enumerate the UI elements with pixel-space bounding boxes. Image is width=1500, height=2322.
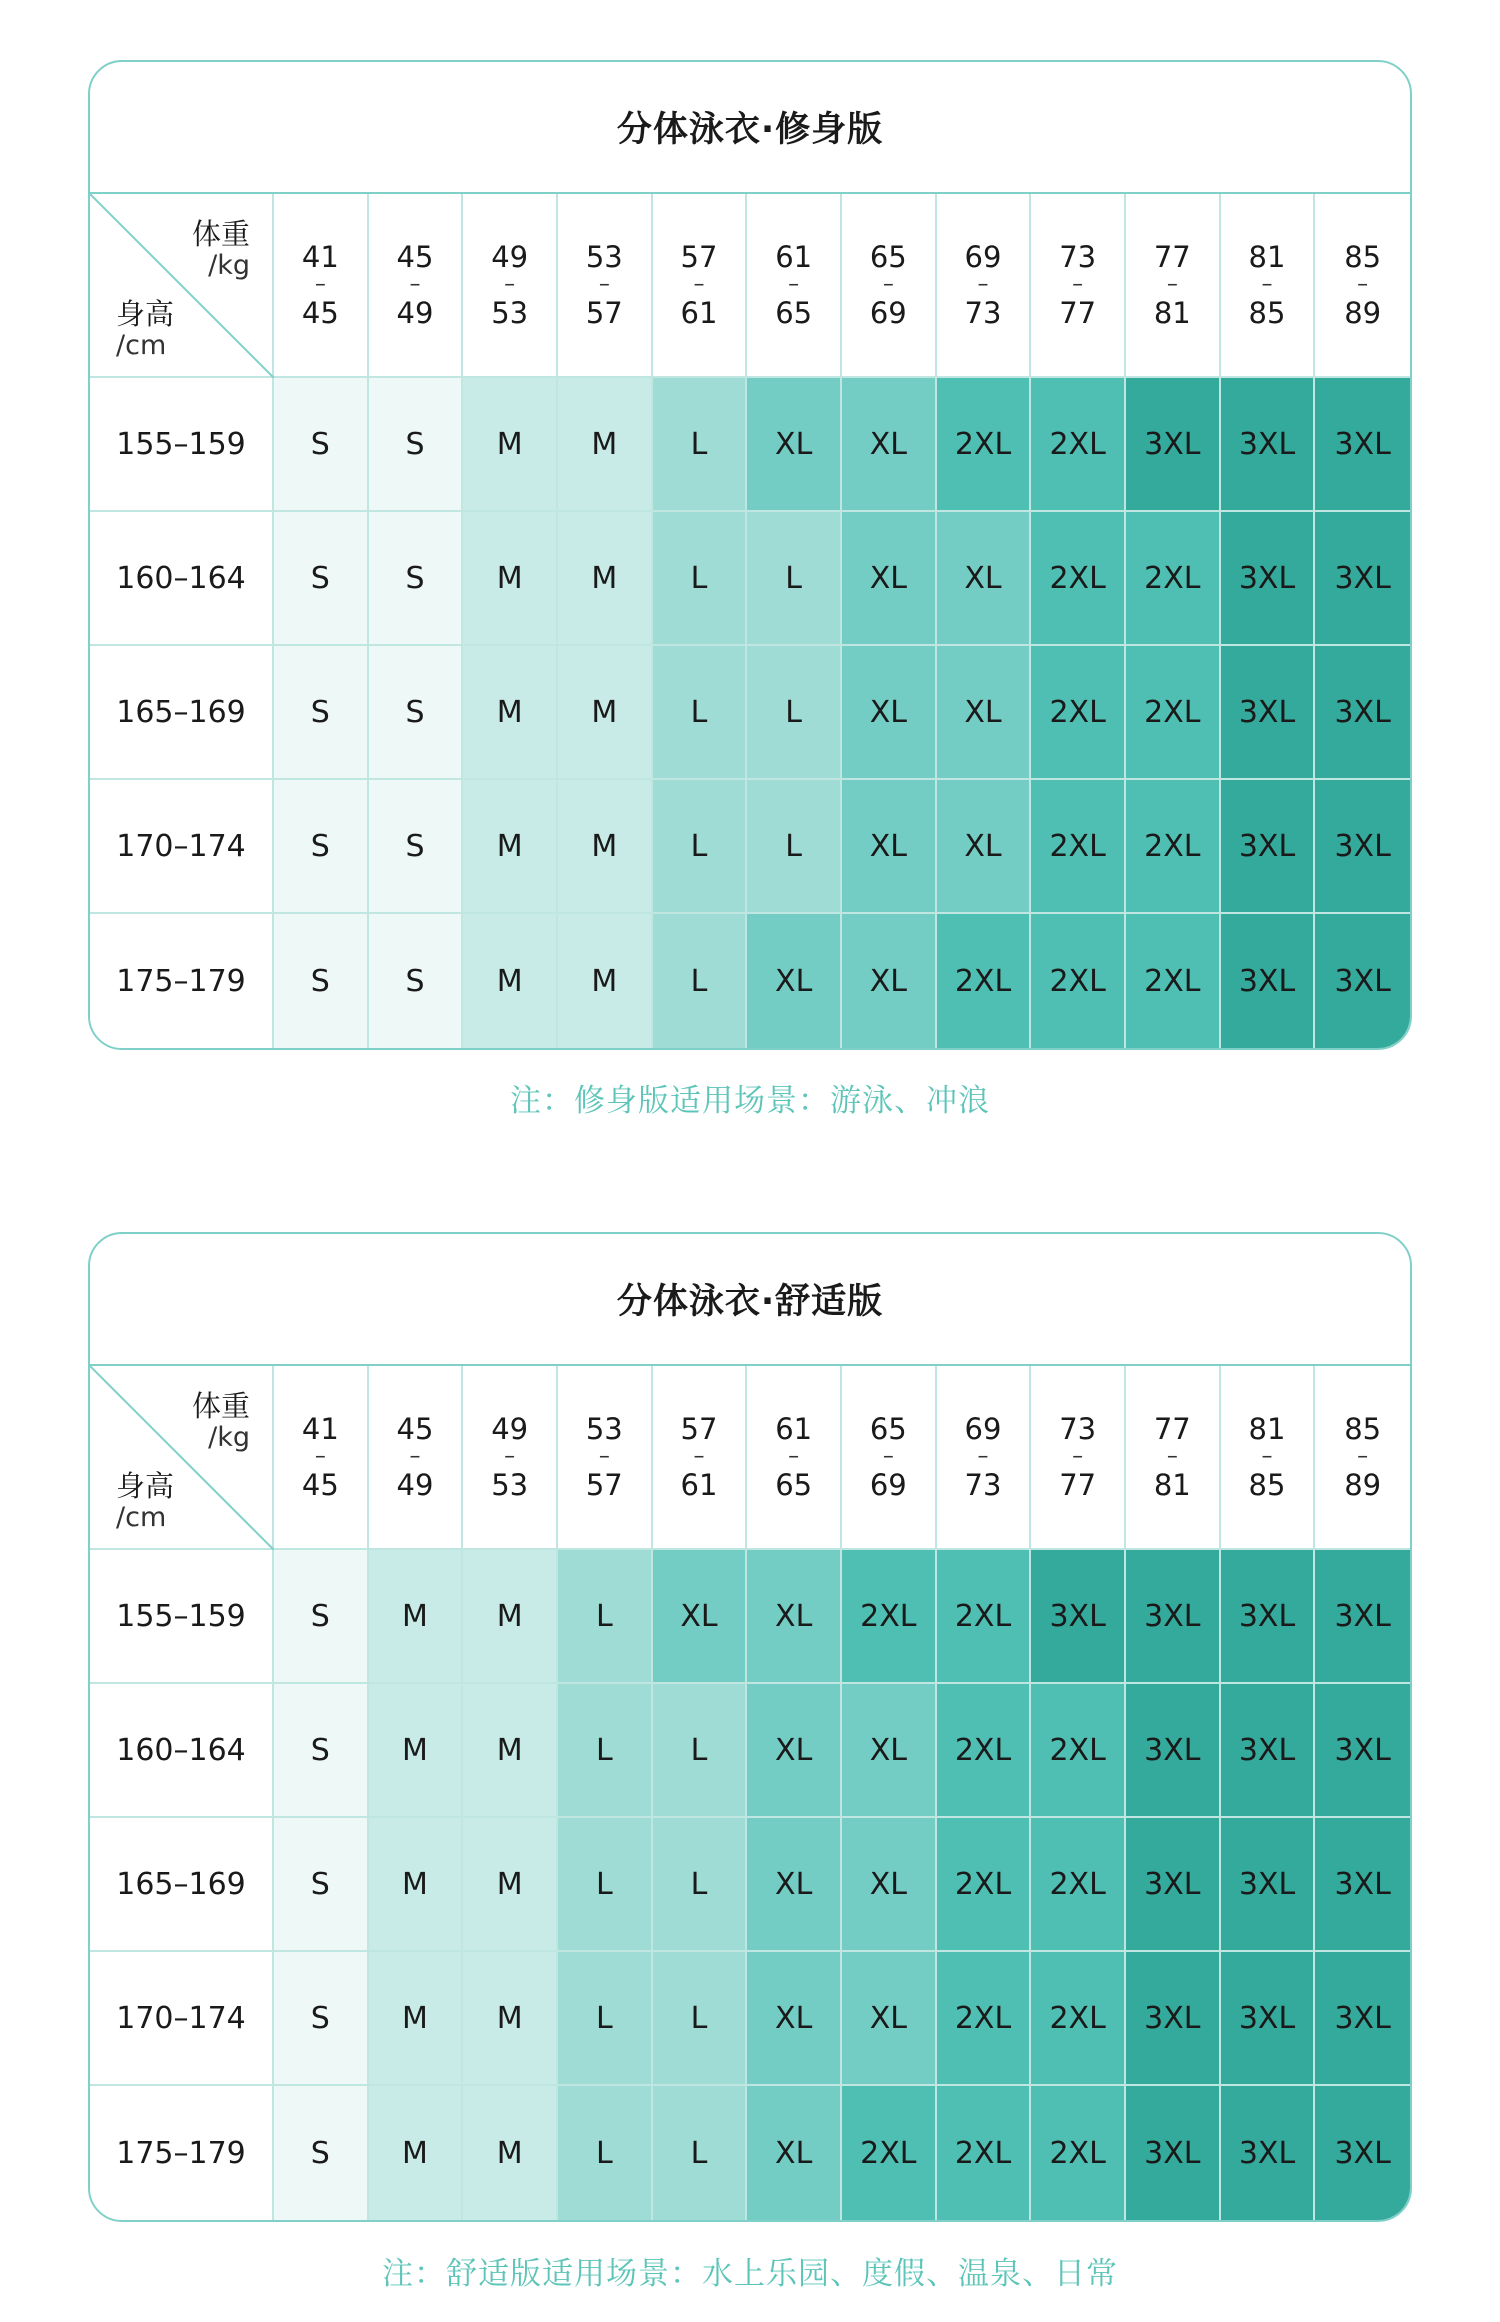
height-range-label: 160–164 xyxy=(90,512,274,646)
corner-header xyxy=(90,194,274,378)
weight-range-to: 73 xyxy=(964,296,1002,330)
size-cell: 2XL xyxy=(937,378,1032,512)
weight-range-from: 77 xyxy=(1153,240,1191,274)
weight-range-to: 65 xyxy=(775,1468,813,1502)
chart-title: 分体泳衣·舒适版 xyxy=(90,1234,1410,1366)
weight-range-from: 49 xyxy=(491,1412,529,1446)
height-unit: /cm xyxy=(116,330,167,361)
weight-range-dash: – xyxy=(1072,272,1084,297)
size-cell: M xyxy=(463,512,558,646)
weight-range-dash: – xyxy=(314,1444,326,1469)
chart-note: 注：舒适版适用场景：水上乐园、度假、温泉、日常 xyxy=(382,2256,1118,2292)
size-cell: 3XL xyxy=(1315,2086,1410,2220)
size-cell: 2XL xyxy=(1031,1952,1126,2086)
weight-range-to: 89 xyxy=(1344,1468,1382,1502)
size-cell: 3XL xyxy=(1315,512,1410,646)
size-cell: M xyxy=(558,780,653,914)
weight-range-to: 69 xyxy=(869,296,907,330)
size-cell: M xyxy=(558,378,653,512)
weight-range-from: 81 xyxy=(1248,240,1286,274)
size-cell: L xyxy=(747,780,842,914)
weight-range-from: 73 xyxy=(1059,240,1097,274)
weight-range-dash: – xyxy=(1261,272,1273,297)
height-range-label: 155–159 xyxy=(90,1550,274,1684)
size-cell: L xyxy=(747,512,842,646)
weight-range-from: 41 xyxy=(301,1412,339,1446)
weight-range-dash: – xyxy=(882,1444,894,1469)
size-cell: M xyxy=(463,914,558,1048)
height-range-label: 170–174 xyxy=(90,780,274,914)
weight-range-header xyxy=(653,1366,748,1550)
size-cell: 2XL xyxy=(1031,378,1126,512)
size-cell: 3XL xyxy=(1221,780,1316,914)
size-cell: S xyxy=(369,512,464,646)
size-cell: 3XL xyxy=(1126,378,1221,512)
weight-range-dash: – xyxy=(693,1444,705,1469)
size-chart-slim xyxy=(88,60,1412,1050)
size-cell: M xyxy=(463,780,558,914)
size-cell: 3XL xyxy=(1031,1550,1126,1684)
size-cell: XL xyxy=(842,512,937,646)
size-cell: 2XL xyxy=(1031,646,1126,780)
weight-range-header xyxy=(1221,194,1316,378)
weight-range-to: 53 xyxy=(491,296,529,330)
size-cell: 3XL xyxy=(1315,378,1410,512)
height-range-label: 170–174 xyxy=(90,1952,274,2086)
size-cell: M xyxy=(463,1818,558,1952)
weight-range-header xyxy=(274,194,369,378)
weight-range-from: 73 xyxy=(1059,1412,1097,1446)
weight-range-to: 53 xyxy=(491,1468,529,1502)
weight-range-to: 81 xyxy=(1153,296,1191,330)
chart-title: 分体泳衣·修身版 xyxy=(90,62,1410,194)
weight-range-dash: – xyxy=(977,1444,989,1469)
weight-range-header xyxy=(274,1366,369,1550)
weight-range-dash: – xyxy=(504,1444,516,1469)
weight-range-to: 57 xyxy=(585,296,623,330)
size-cell: M xyxy=(463,378,558,512)
size-cell: XL xyxy=(747,378,842,512)
size-cell: M xyxy=(369,1818,464,1952)
weight-range-to: 45 xyxy=(301,1468,339,1502)
size-cell: 3XL xyxy=(1126,1818,1221,1952)
height-range-label: 160–164 xyxy=(90,1684,274,1818)
size-cell: S xyxy=(274,646,369,780)
size-cell: XL xyxy=(747,1952,842,2086)
size-cell: XL xyxy=(842,646,937,780)
size-cell: 2XL xyxy=(1031,2086,1126,2220)
size-cell: M xyxy=(463,646,558,780)
weight-range-from: 45 xyxy=(396,240,434,274)
size-cell: XL xyxy=(747,1550,842,1684)
weight-range-to: 45 xyxy=(301,296,339,330)
height-header: 身高 xyxy=(116,297,175,331)
size-cell: L xyxy=(747,646,842,780)
size-cell: 2XL xyxy=(1126,914,1221,1048)
size-cell: S xyxy=(274,2086,369,2220)
size-cell: 2XL xyxy=(1126,646,1221,780)
size-grid xyxy=(90,194,1410,1048)
size-cell: M xyxy=(369,1684,464,1818)
weight-range-header xyxy=(842,1366,937,1550)
size-cell: S xyxy=(274,378,369,512)
size-cell: 2XL xyxy=(937,914,1032,1048)
size-cell: 2XL xyxy=(1031,512,1126,646)
size-cell: L xyxy=(558,1684,653,1818)
weight-range-from: 65 xyxy=(869,1412,907,1446)
size-cell: XL xyxy=(937,512,1032,646)
weight-range-from: 53 xyxy=(585,240,623,274)
size-cell: XL xyxy=(842,1952,937,2086)
size-cell: XL xyxy=(842,378,937,512)
weight-range-header xyxy=(369,1366,464,1550)
size-cell: 3XL xyxy=(1221,1550,1316,1684)
weight-range-header xyxy=(747,1366,842,1550)
size-cell: 2XL xyxy=(1031,1684,1126,1818)
size-cell: S xyxy=(369,914,464,1048)
size-cell: L xyxy=(653,914,748,1048)
size-cell: 3XL xyxy=(1315,1952,1410,2086)
size-cell: XL xyxy=(747,2086,842,2220)
weight-range-header xyxy=(653,194,748,378)
weight-range-dash: – xyxy=(504,272,516,297)
weight-range-header xyxy=(463,1366,558,1550)
size-cell: M xyxy=(369,1550,464,1684)
size-cell: S xyxy=(274,1550,369,1684)
weight-range-dash: – xyxy=(788,272,800,297)
size-cell: 2XL xyxy=(1126,512,1221,646)
weight-range-to: 49 xyxy=(396,1468,434,1502)
weight-range-header xyxy=(937,1366,1032,1550)
weight-range-header xyxy=(1126,1366,1221,1550)
size-cell: XL xyxy=(842,1818,937,1952)
size-cell: 3XL xyxy=(1221,2086,1316,2220)
weight-range-header xyxy=(1031,194,1126,378)
size-cell: 3XL xyxy=(1315,1550,1410,1684)
weight-range-from: 65 xyxy=(869,240,907,274)
size-cell: XL xyxy=(842,914,937,1048)
weight-range-dash: – xyxy=(598,1444,610,1469)
size-cell: 3XL xyxy=(1221,1684,1316,1818)
weight-range-to: 77 xyxy=(1059,1468,1097,1502)
weight-range-header xyxy=(369,194,464,378)
weight-range-from: 41 xyxy=(301,240,339,274)
weight-range-dash: – xyxy=(977,272,989,297)
size-cell: 2XL xyxy=(937,1952,1032,2086)
size-cell: 2XL xyxy=(937,1550,1032,1684)
size-cell: L xyxy=(653,1952,748,2086)
size-cell: M xyxy=(463,1550,558,1684)
weight-range-dash: – xyxy=(1072,1444,1084,1469)
weight-range-dash: – xyxy=(1166,272,1178,297)
size-cell: 3XL xyxy=(1126,2086,1221,2220)
weight-range-to: 85 xyxy=(1248,1468,1286,1502)
weight-range-to: 85 xyxy=(1248,296,1286,330)
height-unit: /cm xyxy=(116,1502,167,1533)
chart-note: 注：修身版适用场景：游泳、冲浪 xyxy=(510,1083,990,1119)
weight-range-dash: – xyxy=(409,1444,421,1469)
size-cell: S xyxy=(274,512,369,646)
size-cell: 3XL xyxy=(1221,646,1316,780)
size-cell: M xyxy=(369,2086,464,2220)
size-cell: 2XL xyxy=(937,1818,1032,1952)
size-cell: 2XL xyxy=(1126,780,1221,914)
size-cell: L xyxy=(653,512,748,646)
weight-range-to: 89 xyxy=(1344,296,1382,330)
size-cell: 3XL xyxy=(1315,914,1410,1048)
weight-range-header xyxy=(1126,194,1221,378)
size-cell: S xyxy=(274,1684,369,1818)
size-cell: L xyxy=(653,1818,748,1952)
weight-range-header xyxy=(558,194,653,378)
size-cell: S xyxy=(369,646,464,780)
weight-range-to: 61 xyxy=(680,296,718,330)
weight-range-to: 65 xyxy=(775,296,813,330)
size-cell: 2XL xyxy=(937,2086,1032,2220)
size-cell: XL xyxy=(747,914,842,1048)
size-cell: XL xyxy=(937,646,1032,780)
size-cell: XL xyxy=(747,1684,842,1818)
size-cell: 3XL xyxy=(1221,512,1316,646)
size-cell: M xyxy=(369,1952,464,2086)
size-cell: S xyxy=(274,1818,369,1952)
weight-range-to: 77 xyxy=(1059,296,1097,330)
height-range-label: 175–179 xyxy=(90,914,274,1048)
weight-range-header xyxy=(937,194,1032,378)
weight-range-dash: – xyxy=(1166,1444,1178,1469)
size-cell: S xyxy=(369,378,464,512)
weight-range-dash: – xyxy=(314,272,326,297)
weight-header: 体重 xyxy=(191,217,250,251)
size-cell: XL xyxy=(937,780,1032,914)
height-range-label: 165–169 xyxy=(90,646,274,780)
size-cell: M xyxy=(463,1684,558,1818)
weight-range-dash: – xyxy=(882,272,894,297)
weight-range-from: 49 xyxy=(491,240,529,274)
weight-range-to: 57 xyxy=(585,1468,623,1502)
size-cell: M xyxy=(463,2086,558,2220)
weight-range-from: 81 xyxy=(1248,1412,1286,1446)
weight-range-from: 57 xyxy=(680,1412,718,1446)
size-cell: 2XL xyxy=(1031,780,1126,914)
size-cell: XL xyxy=(653,1550,748,1684)
weight-range-dash: – xyxy=(409,272,421,297)
weight-range-to: 49 xyxy=(396,296,434,330)
size-cell: L xyxy=(558,1818,653,1952)
weight-range-header xyxy=(1031,1366,1126,1550)
weight-range-dash: – xyxy=(1357,272,1369,297)
size-cell: L xyxy=(558,1952,653,2086)
size-cell: 3XL xyxy=(1126,1952,1221,2086)
weight-range-dash: – xyxy=(1357,1444,1369,1469)
weight-range-to: 73 xyxy=(964,1468,1002,1502)
weight-range-from: 57 xyxy=(680,240,718,274)
weight-range-dash: – xyxy=(788,1444,800,1469)
weight-range-from: 45 xyxy=(396,1412,434,1446)
size-cell: 3XL xyxy=(1126,1684,1221,1818)
weight-range-dash: – xyxy=(1261,1444,1273,1469)
size-cell: M xyxy=(463,1952,558,2086)
height-header: 身高 xyxy=(116,1469,175,1503)
height-range-label: 165–169 xyxy=(90,1818,274,1952)
size-chart-comfort xyxy=(88,1232,1412,2222)
size-cell: 3XL xyxy=(1221,1818,1316,1952)
size-cell: S xyxy=(274,1952,369,2086)
size-cell: S xyxy=(274,914,369,1048)
weight-range-to: 61 xyxy=(680,1468,718,1502)
weight-unit: /kg xyxy=(208,250,250,281)
size-cell: 3XL xyxy=(1315,1684,1410,1818)
size-cell: L xyxy=(653,646,748,780)
size-cell: XL xyxy=(842,1684,937,1818)
weight-range-from: 61 xyxy=(775,1412,813,1446)
height-range-label: 175–179 xyxy=(90,2086,274,2220)
size-cell: XL xyxy=(842,780,937,914)
size-cell: 3XL xyxy=(1221,914,1316,1048)
size-cell: L xyxy=(653,1684,748,1818)
weight-range-dash: – xyxy=(693,272,705,297)
size-cell: 3XL xyxy=(1315,780,1410,914)
weight-range-header xyxy=(1315,1366,1410,1550)
size-cell: 2XL xyxy=(937,1684,1032,1818)
size-grid xyxy=(90,1366,1410,2220)
weight-range-dash: – xyxy=(598,272,610,297)
size-cell: L xyxy=(558,2086,653,2220)
weight-range-header xyxy=(1221,1366,1316,1550)
weight-unit: /kg xyxy=(208,1422,250,1453)
size-cell: L xyxy=(653,2086,748,2220)
size-cell: S xyxy=(369,780,464,914)
weight-range-from: 61 xyxy=(775,240,813,274)
size-cell: L xyxy=(653,780,748,914)
size-cell: 3XL xyxy=(1126,1550,1221,1684)
size-cell: M xyxy=(558,914,653,1048)
size-cell: 3XL xyxy=(1315,1818,1410,1952)
weight-range-from: 69 xyxy=(964,240,1002,274)
weight-range-from: 85 xyxy=(1344,1412,1382,1446)
weight-range-to: 69 xyxy=(869,1468,907,1502)
weight-range-from: 53 xyxy=(585,1412,623,1446)
size-cell: S xyxy=(274,780,369,914)
size-cell: 3XL xyxy=(1221,378,1316,512)
height-range-label: 155–159 xyxy=(90,378,274,512)
weight-range-header xyxy=(1315,194,1410,378)
size-cell: M xyxy=(558,646,653,780)
size-cell: M xyxy=(558,512,653,646)
weight-range-header xyxy=(558,1366,653,1550)
weight-header: 体重 xyxy=(191,1389,250,1423)
size-cell: 3XL xyxy=(1315,646,1410,780)
weight-range-to: 81 xyxy=(1153,1468,1191,1502)
size-cell: 3XL xyxy=(1221,1952,1316,2086)
weight-range-from: 69 xyxy=(964,1412,1002,1446)
size-cell: L xyxy=(653,378,748,512)
size-cell: XL xyxy=(747,1818,842,1952)
corner-header xyxy=(90,1366,274,1550)
weight-range-header xyxy=(463,194,558,378)
weight-range-header xyxy=(842,194,937,378)
size-cell: 2XL xyxy=(1031,1818,1126,1952)
size-cell: L xyxy=(558,1550,653,1684)
size-cell: 2XL xyxy=(842,2086,937,2220)
size-cell: 2XL xyxy=(1031,914,1126,1048)
weight-range-from: 85 xyxy=(1344,240,1382,274)
weight-range-from: 77 xyxy=(1153,1412,1191,1446)
size-cell: 2XL xyxy=(842,1550,937,1684)
weight-range-header xyxy=(747,194,842,378)
